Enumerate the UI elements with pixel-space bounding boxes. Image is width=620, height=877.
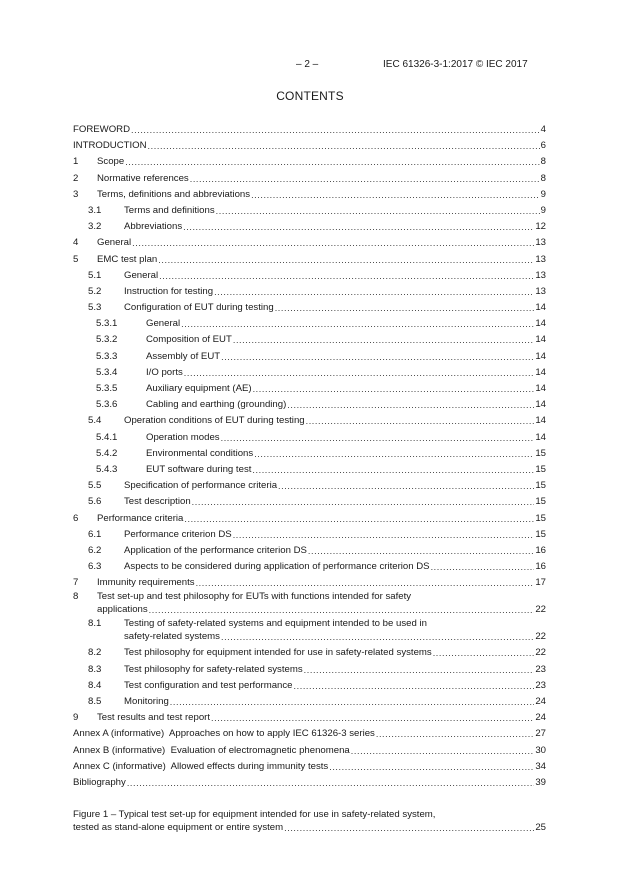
toc-entry-line2: [124, 629, 546, 645]
toc-entry-number: 5.4.2: [96, 447, 118, 459]
toc-entry-page: 15: [535, 496, 546, 508]
toc-entry-text-line2: applications: [97, 604, 148, 616]
dot-leader: [350, 743, 535, 759]
toc-entry-number: 4: [73, 237, 79, 249]
toc-entry-page: 14: [535, 318, 546, 330]
toc-entry-page: 9: [540, 204, 546, 216]
toc-entry-5[interactable]: [73, 252, 546, 268]
dot-leader: [252, 381, 535, 397]
table-of-contents: [73, 122, 546, 836]
dot-leader: [375, 726, 534, 742]
toc-entry-number: 6.2: [88, 544, 102, 556]
toc-entry-text: Annex B (informative) Evaluation of electromagnetic phenomena: [73, 744, 350, 756]
toc-entry-page: 13: [535, 237, 546, 249]
toc-entry-number: 8.2: [88, 647, 102, 659]
toc-entry-text: Operation conditions of EUT during testing: [124, 415, 305, 427]
toc-entry-8-1[interactable]: [73, 618, 546, 645]
dot-leader: [303, 662, 535, 678]
toc-entry-text: EMC test plan: [97, 253, 158, 265]
toc-entry-wrap: [97, 591, 546, 618]
toc-entry-8[interactable]: [73, 591, 546, 618]
toc-entry-text: Test philosophy for safety-related systems: [124, 663, 303, 675]
toc-entry-text: Aspects to be considered during application of performance criterion DS: [124, 561, 430, 573]
toc-entry-8-5[interactable]: [73, 694, 546, 710]
toc-entry-text: FOREWORD: [73, 124, 131, 135]
toc-entry-text: Test configuration and test performance: [124, 679, 293, 691]
dot-leader: [213, 284, 534, 300]
toc-entry-annex-b[interactable]: [73, 743, 546, 759]
dot-leader: [183, 365, 535, 381]
toc-entry-text: Cabling and earthing (grounding): [146, 399, 287, 411]
toc-entry-line2: [97, 602, 546, 618]
dot-leader: [215, 203, 540, 219]
dot-leader: [286, 397, 534, 413]
toc-entry-number: 7: [73, 577, 79, 589]
toc-entry-4[interactable]: [73, 235, 546, 251]
toc-entry-number: 9: [73, 712, 79, 724]
toc-entry-text: Performance criterion DS: [124, 528, 232, 540]
toc-entry-text: I/O ports: [146, 366, 183, 378]
toc-entry-number: 8.5: [88, 696, 102, 707]
toc-entry-page: 14: [535, 302, 546, 314]
toc-entry-text: Test philosophy for equipment intended for use in safety-related systems: [124, 647, 432, 659]
toc-entry-5-4-3[interactable]: [73, 462, 546, 478]
toc-entry-number: 5.2: [88, 285, 102, 297]
toc-entry-5-6[interactable]: [73, 494, 546, 510]
toc-entry-5-3-4[interactable]: [73, 365, 546, 381]
dot-leader: [277, 478, 534, 494]
toc-entry-text-line1: Figure 1 – Typical test set-up for equipment intended for use in safety-related system,: [73, 809, 436, 821]
toc-entry-page: 25: [535, 822, 546, 834]
toc-entry-text: Auxiliary equipment (AE): [146, 383, 252, 394]
dot-leader: [305, 413, 535, 429]
toc-entry-text: Terms and definitions: [124, 204, 215, 216]
toc-entry-text: General: [146, 318, 181, 330]
dot-leader: [430, 559, 535, 575]
dot-leader: [183, 511, 534, 527]
dot-leader: [220, 349, 534, 365]
toc-entry-page: 8: [540, 156, 546, 168]
toc-entry-page: 27: [535, 728, 546, 740]
toc-entry-number: 6.3: [88, 561, 102, 573]
toc-entry-text: Application of the performance criterion DS: [124, 544, 307, 556]
toc-entry-page: 24: [535, 696, 546, 707]
toc-entry-page: 14: [535, 383, 546, 394]
toc-entry-8-2[interactable]: [73, 645, 546, 661]
toc-entry-text: General: [97, 237, 132, 249]
toc-entry-page: 13: [535, 285, 546, 297]
dot-leader: [195, 575, 535, 591]
toc-entry-page: 22: [535, 604, 546, 616]
toc-entry-page: 17: [535, 577, 546, 589]
toc-entry-text-line1: Testing of safety-related systems and equipment intended to be used in: [124, 618, 427, 630]
toc-entry-5-3-6[interactable]: [73, 397, 546, 413]
toc-entry-6-1[interactable]: [73, 527, 546, 543]
dot-leader: [293, 678, 535, 694]
toc-entry-text-line1: Test set-up and test philosophy for EUTs with functions intended for safety: [97, 591, 412, 603]
toc-entry-text: Scope: [97, 156, 125, 168]
toc-entry-number: 5.3.6: [96, 399, 118, 411]
toc-entry-page: 24: [535, 712, 546, 724]
toc-entry-number: 8.1: [88, 618, 102, 630]
toc-entry-5-1[interactable]: [73, 268, 546, 284]
toc-entry-text: Assembly of EUT: [146, 350, 221, 362]
toc-entry-5-2[interactable]: [73, 284, 546, 300]
toc-entry-page: 15: [535, 463, 546, 475]
toc-entry-page: 14: [535, 350, 546, 362]
toc-entry-5-3-3[interactable]: [73, 349, 546, 365]
toc-entry-text-line2: tested as stand-alone equipment or entire system: [73, 822, 284, 834]
toc-entry-6-3[interactable]: [73, 559, 546, 575]
toc-entry-5-5[interactable]: [73, 478, 546, 494]
toc-entry-text: Abbreviations: [124, 221, 183, 233]
dot-leader: [250, 187, 540, 203]
dot-leader: [157, 252, 534, 268]
toc-entry-page: 16: [535, 544, 546, 556]
toc-entry-bibliography[interactable]: [73, 775, 546, 791]
toc-entry-5-3-2[interactable]: [73, 332, 546, 348]
dot-leader: [182, 219, 534, 235]
dot-leader: [307, 543, 534, 559]
toc-entry-line2: [73, 820, 546, 836]
dot-leader: [232, 332, 534, 348]
toc-entry-page: 6: [540, 140, 546, 152]
toc-entry-text: Monitoring: [124, 696, 169, 707]
toc-entry-9[interactable]: [73, 710, 546, 726]
toc-entry-page: 14: [535, 415, 546, 427]
toc-entry-3-1[interactable]: [73, 203, 546, 219]
toc-entry-text: Annex A (informative) Approaches on how to apply IEC 61326-3 series: [73, 728, 375, 740]
toc-entry-text: Bibliography: [73, 776, 126, 788]
toc-entry-number: 5.4: [88, 415, 102, 427]
toc-entry-text: Test description: [124, 496, 191, 508]
toc-entry-text: General: [124, 269, 159, 281]
toc-entry-annex-a[interactable]: [73, 726, 546, 742]
toc-entry-text: INTRODUCTION: [73, 140, 147, 152]
toc-entry-8-3[interactable]: [73, 662, 546, 678]
dot-leader: [124, 154, 539, 170]
dot-leader: [220, 430, 535, 446]
toc-entry-text: Composition of EUT: [146, 334, 232, 346]
toc-entry-number: 5.3.1: [96, 318, 118, 330]
toc-entry-text: Test results and test report: [97, 712, 211, 724]
contents-title: [0, 89, 620, 103]
toc-entry-page: 34: [535, 760, 546, 772]
dot-leader: [148, 602, 535, 618]
toc-entry-figure-1[interactable]: [73, 809, 546, 836]
toc-entry-number: 5.4.3: [96, 463, 118, 475]
toc-entry-number: 3.1: [88, 204, 102, 216]
toc-entry-number: 2: [73, 172, 79, 184]
dot-leader: [251, 462, 534, 478]
toc-entry-number: 1: [73, 156, 79, 168]
toc-entry-5-4-1[interactable]: [73, 430, 546, 446]
dot-leader: [158, 268, 534, 284]
dot-leader: [147, 138, 540, 154]
section-gap: [73, 791, 546, 809]
toc-entry-number: 5: [73, 253, 79, 265]
toc-entry-text: Specification of performance criteria: [124, 480, 278, 492]
toc-entry-foreword[interactable]: [73, 122, 546, 138]
toc-entry-page: 15: [535, 528, 546, 540]
page-number: – 2 –: [296, 59, 319, 70]
toc-entry-introduction[interactable]: [73, 138, 546, 154]
toc-entry-text-line2: safety-related systems: [124, 631, 220, 643]
toc-entry-text: Performance criteria: [97, 512, 184, 524]
contents-title-text: CONTENTS: [276, 89, 344, 103]
toc-entry-page: 30: [535, 744, 546, 756]
toc-entry-5-3[interactable]: [73, 300, 546, 316]
dot-leader: [283, 820, 534, 836]
toc-entry-5-4[interactable]: [73, 413, 546, 429]
toc-entry-page: 8: [540, 172, 546, 184]
toc-entry-page: 13: [535, 253, 546, 265]
toc-entry-number: 5.6: [88, 496, 102, 508]
standard-reference: IEC 61326-3-1:2017 © IEC 2017: [383, 59, 528, 70]
toc-entry-1[interactable]: [73, 154, 546, 170]
toc-entry-text: Configuration of EUT during testing: [124, 302, 274, 314]
toc-entry-page: 9: [540, 188, 546, 200]
toc-entry-page: 14: [535, 431, 546, 443]
toc-entry-page: 23: [535, 679, 546, 691]
toc-entry-number: 3: [73, 188, 79, 200]
toc-entry-7[interactable]: [73, 575, 546, 591]
toc-entry-5-4-2[interactable]: [73, 446, 546, 462]
toc-entry-page: 14: [535, 366, 546, 378]
toc-entry-page: 22: [535, 631, 546, 643]
toc-entry-number: 8.3: [88, 663, 102, 675]
dot-leader: [432, 645, 535, 661]
toc-entry-number: 3.2: [88, 221, 102, 233]
toc-entry-number: 6.1: [88, 528, 102, 540]
toc-entry-3-2[interactable]: [73, 219, 546, 235]
toc-entry-number: 5.3.3: [96, 350, 118, 362]
toc-entry-page: 39: [535, 776, 546, 788]
dot-leader: [191, 494, 535, 510]
toc-entry-text: Immunity requirements: [97, 577, 195, 589]
toc-entry-page: 12: [535, 221, 546, 233]
toc-entry-text: Instruction for testing: [124, 285, 214, 297]
toc-entry-page: 15: [535, 512, 546, 524]
toc-entry-6-2[interactable]: [73, 543, 546, 559]
toc-entry-number: 8: [73, 591, 79, 603]
dot-leader: [232, 527, 535, 543]
toc-entry-annex-c[interactable]: [73, 759, 546, 775]
dot-leader: [253, 446, 534, 462]
toc-entry-text: Annex C (informative) Allowed effects during immunity tests: [73, 760, 329, 772]
toc-entry-wrap: [124, 618, 546, 645]
toc-entry-page: 13: [535, 269, 546, 281]
toc-entry-5-3-5[interactable]: [73, 381, 546, 397]
toc-entry-text: Operation modes: [146, 431, 220, 443]
toc-entry-5-3-1[interactable]: [73, 316, 546, 332]
toc-entry-number: 5.3.5: [96, 383, 118, 394]
toc-entry-number: 5.3.4: [96, 366, 118, 378]
toc-entry-number: 5.5: [88, 480, 102, 492]
toc-entry-number: 5.3.2: [96, 334, 118, 346]
dot-leader: [169, 694, 535, 710]
dot-leader: [274, 300, 535, 316]
dot-leader: [220, 629, 534, 645]
toc-entry-page: 16: [535, 561, 546, 573]
dot-leader: [126, 775, 535, 791]
toc-entry-2[interactable]: [73, 171, 546, 187]
toc-entry-text: Terms, definitions and abbreviations: [97, 188, 251, 200]
dot-leader: [131, 235, 534, 251]
toc-entry-page: 4: [540, 124, 546, 135]
toc-entry-6[interactable]: [73, 511, 546, 527]
dot-leader: [180, 316, 534, 332]
toc-entry-text: Normative references: [97, 172, 189, 184]
toc-entry-text: EUT software during test: [146, 463, 252, 475]
dot-leader: [130, 122, 540, 138]
toc-entry-number: 8.4: [88, 679, 102, 691]
dot-leader: [210, 710, 534, 726]
toc-entry-number: 5.4.1: [96, 431, 118, 443]
toc-entry-wrap: [73, 809, 546, 836]
toc-entry-page: 23: [535, 663, 546, 675]
toc-entry-number: 5.3: [88, 302, 102, 314]
toc-entry-page: 22: [535, 647, 546, 659]
toc-entry-page: 15: [535, 480, 546, 492]
dot-leader: [328, 759, 534, 775]
toc-entry-number: 6: [73, 512, 79, 524]
toc-entry-page: 14: [535, 399, 546, 411]
dot-leader: [189, 171, 540, 187]
toc-entry-text: Environmental conditions: [146, 447, 254, 459]
toc-entry-page: 15: [535, 447, 546, 459]
toc-entry-page: 14: [535, 334, 546, 346]
toc-entry-8-4[interactable]: [73, 678, 546, 694]
toc-entry-number: 5.1: [88, 269, 102, 281]
toc-entry-3[interactable]: [73, 187, 546, 203]
